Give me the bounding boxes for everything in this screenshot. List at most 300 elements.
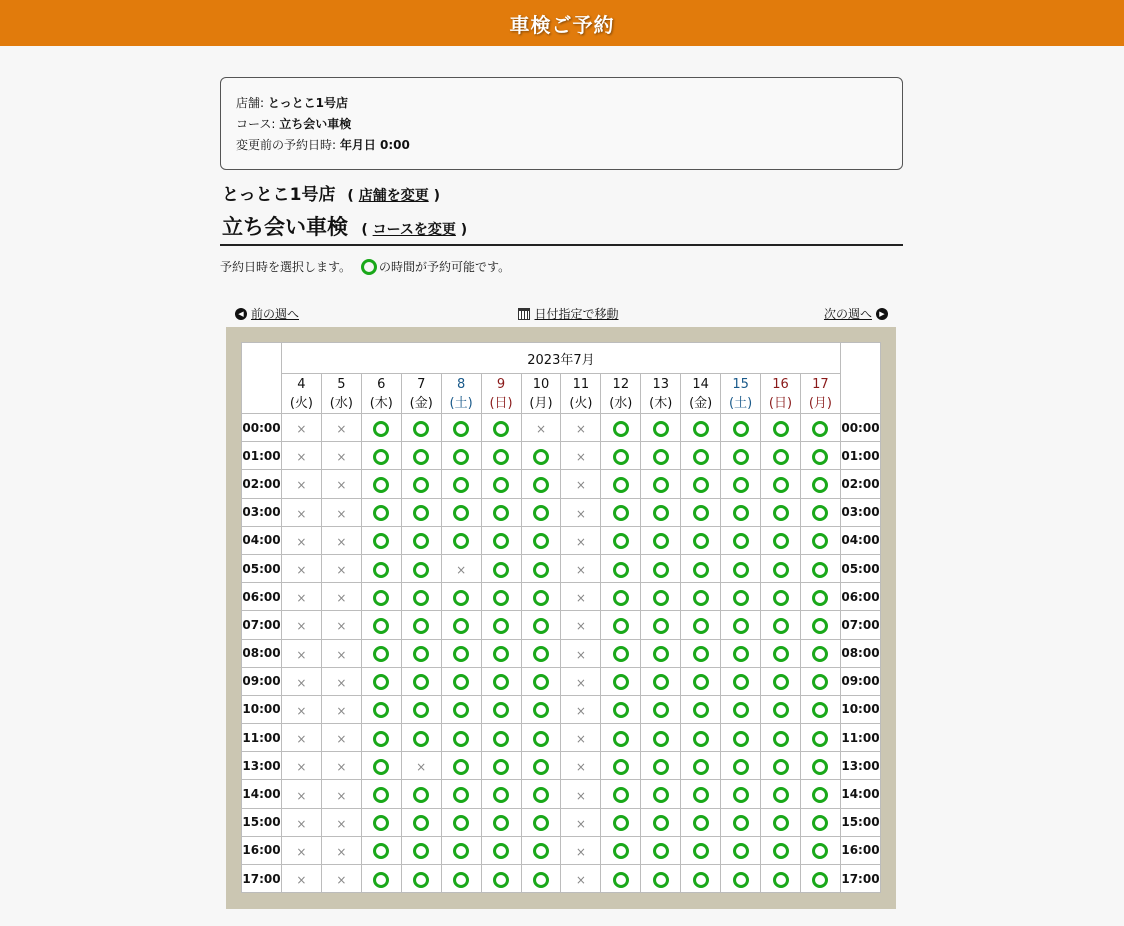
available-slot[interactable] (601, 695, 641, 723)
available-slot[interactable] (800, 695, 840, 723)
available-circle-icon[interactable] (533, 646, 549, 662)
available-slot[interactable] (681, 865, 721, 893)
available-circle-icon[interactable] (453, 787, 469, 803)
available-circle-icon[interactable] (373, 872, 389, 888)
available-slot[interactable] (800, 752, 840, 780)
available-circle-icon[interactable] (493, 477, 509, 493)
available-circle-icon[interactable] (693, 562, 709, 578)
available-slot[interactable] (721, 583, 761, 611)
available-slot[interactable] (441, 498, 481, 526)
available-slot[interactable] (721, 442, 761, 470)
available-slot[interactable] (601, 583, 641, 611)
available-circle-icon[interactable] (453, 702, 469, 718)
available-slot[interactable] (521, 780, 561, 808)
available-slot[interactable] (800, 724, 840, 752)
available-slot[interactable] (800, 667, 840, 695)
available-circle-icon[interactable] (453, 505, 469, 521)
available-slot[interactable] (401, 442, 441, 470)
available-circle-icon[interactable] (453, 815, 469, 831)
available-slot[interactable] (721, 724, 761, 752)
available-slot[interactable] (641, 498, 681, 526)
available-slot[interactable] (681, 639, 721, 667)
available-slot[interactable] (641, 639, 681, 667)
available-circle-icon[interactable] (773, 477, 789, 493)
available-slot[interactable] (441, 526, 481, 554)
available-slot[interactable] (601, 470, 641, 498)
available-circle-icon[interactable] (693, 618, 709, 634)
available-circle-icon[interactable] (533, 843, 549, 859)
available-slot[interactable] (721, 865, 761, 893)
available-circle-icon[interactable] (373, 731, 389, 747)
available-circle-icon[interactable] (733, 674, 749, 690)
available-slot[interactable] (601, 752, 641, 780)
available-circle-icon[interactable] (493, 590, 509, 606)
available-circle-icon[interactable] (733, 872, 749, 888)
available-circle-icon[interactable] (373, 702, 389, 718)
available-slot[interactable] (800, 526, 840, 554)
available-circle-icon[interactable] (613, 731, 629, 747)
available-circle-icon[interactable] (413, 815, 429, 831)
available-circle-icon[interactable] (733, 702, 749, 718)
available-slot[interactable] (681, 414, 721, 442)
available-circle-icon[interactable] (413, 843, 429, 859)
available-slot[interactable] (800, 780, 840, 808)
available-slot[interactable] (721, 836, 761, 864)
available-slot[interactable] (601, 498, 641, 526)
available-circle-icon[interactable] (812, 421, 828, 437)
available-slot[interactable] (761, 780, 801, 808)
available-slot[interactable] (401, 611, 441, 639)
date-jump-nav[interactable] (518, 305, 618, 322)
available-slot[interactable] (361, 470, 401, 498)
available-slot[interactable] (361, 865, 401, 893)
available-slot[interactable] (601, 865, 641, 893)
available-circle-icon[interactable] (733, 449, 749, 465)
available-slot[interactable] (521, 470, 561, 498)
available-circle-icon[interactable] (613, 646, 629, 662)
available-slot[interactable] (481, 611, 521, 639)
available-slot[interactable] (361, 611, 401, 639)
available-slot[interactable] (481, 526, 521, 554)
available-slot[interactable] (401, 583, 441, 611)
available-circle-icon[interactable] (453, 421, 469, 437)
available-slot[interactable] (641, 865, 681, 893)
available-circle-icon[interactable] (413, 787, 429, 803)
available-circle-icon[interactable] (733, 815, 749, 831)
available-slot[interactable] (441, 667, 481, 695)
available-slot[interactable] (441, 611, 481, 639)
available-slot[interactable] (521, 667, 561, 695)
available-slot[interactable] (481, 724, 521, 752)
available-slot[interactable] (601, 414, 641, 442)
available-slot[interactable] (601, 526, 641, 554)
available-circle-icon[interactable] (373, 815, 389, 831)
available-circle-icon[interactable] (533, 449, 549, 465)
available-circle-icon[interactable] (773, 815, 789, 831)
available-circle-icon[interactable] (453, 590, 469, 606)
available-slot[interactable] (361, 836, 401, 864)
available-circle-icon[interactable] (533, 815, 549, 831)
available-circle-icon[interactable] (453, 646, 469, 662)
available-slot[interactable] (601, 554, 641, 582)
available-circle-icon[interactable] (693, 533, 709, 549)
available-circle-icon[interactable] (373, 787, 389, 803)
available-circle-icon[interactable] (812, 505, 828, 521)
available-circle-icon[interactable] (453, 618, 469, 634)
available-circle-icon[interactable] (413, 674, 429, 690)
available-circle-icon[interactable] (493, 618, 509, 634)
available-circle-icon[interactable] (493, 505, 509, 521)
available-slot[interactable] (441, 639, 481, 667)
available-slot[interactable] (641, 611, 681, 639)
available-circle-icon[interactable] (812, 702, 828, 718)
available-slot[interactable] (401, 414, 441, 442)
available-circle-icon[interactable] (533, 590, 549, 606)
available-slot[interactable] (800, 498, 840, 526)
available-slot[interactable] (481, 498, 521, 526)
available-circle-icon[interactable] (413, 421, 429, 437)
available-slot[interactable] (361, 554, 401, 582)
available-circle-icon[interactable] (413, 533, 429, 549)
available-circle-icon[interactable] (413, 872, 429, 888)
available-circle-icon[interactable] (533, 505, 549, 521)
available-circle-icon[interactable] (493, 449, 509, 465)
available-slot[interactable] (481, 442, 521, 470)
available-circle-icon[interactable] (812, 477, 828, 493)
available-slot[interactable] (800, 836, 840, 864)
available-slot[interactable] (401, 836, 441, 864)
available-circle-icon[interactable] (773, 787, 789, 803)
available-circle-icon[interactable] (653, 533, 669, 549)
available-circle-icon[interactable] (773, 533, 789, 549)
available-circle-icon[interactable] (693, 477, 709, 493)
available-circle-icon[interactable] (733, 477, 749, 493)
available-circle-icon[interactable] (773, 731, 789, 747)
available-circle-icon[interactable] (693, 759, 709, 775)
available-circle-icon[interactable] (773, 646, 789, 662)
available-circle-icon[interactable] (773, 759, 789, 775)
available-slot[interactable] (681, 442, 721, 470)
available-slot[interactable] (641, 752, 681, 780)
available-slot[interactable] (521, 695, 561, 723)
available-circle-icon[interactable] (413, 505, 429, 521)
available-circle-icon[interactable] (653, 759, 669, 775)
available-slot[interactable] (721, 611, 761, 639)
available-circle-icon[interactable] (653, 646, 669, 662)
available-slot[interactable] (521, 554, 561, 582)
available-slot[interactable] (361, 752, 401, 780)
available-slot[interactable] (401, 498, 441, 526)
available-circle-icon[interactable] (653, 872, 669, 888)
available-slot[interactable] (521, 583, 561, 611)
available-circle-icon[interactable] (653, 815, 669, 831)
available-circle-icon[interactable] (493, 815, 509, 831)
available-slot[interactable] (441, 414, 481, 442)
available-slot[interactable] (761, 554, 801, 582)
available-circle-icon[interactable] (733, 759, 749, 775)
available-circle-icon[interactable] (453, 533, 469, 549)
available-circle-icon[interactable] (613, 449, 629, 465)
available-slot[interactable] (761, 526, 801, 554)
available-circle-icon[interactable] (613, 618, 629, 634)
available-circle-icon[interactable] (733, 421, 749, 437)
available-circle-icon[interactable] (733, 646, 749, 662)
available-slot[interactable] (721, 639, 761, 667)
available-circle-icon[interactable] (613, 477, 629, 493)
available-circle-icon[interactable] (453, 449, 469, 465)
available-circle-icon[interactable] (533, 562, 549, 578)
available-circle-icon[interactable] (533, 477, 549, 493)
available-slot[interactable] (681, 780, 721, 808)
available-circle-icon[interactable] (533, 731, 549, 747)
available-circle-icon[interactable] (533, 702, 549, 718)
available-slot[interactable] (481, 583, 521, 611)
available-slot[interactable] (800, 583, 840, 611)
available-circle-icon[interactable] (653, 562, 669, 578)
available-slot[interactable] (441, 752, 481, 780)
available-circle-icon[interactable] (693, 646, 709, 662)
next-week-nav[interactable] (824, 305, 888, 322)
available-slot[interactable] (601, 780, 641, 808)
available-circle-icon[interactable] (653, 505, 669, 521)
available-slot[interactable] (521, 611, 561, 639)
available-slot[interactable] (681, 836, 721, 864)
available-slot[interactable] (401, 554, 441, 582)
available-circle-icon[interactable] (773, 843, 789, 859)
available-circle-icon[interactable] (453, 477, 469, 493)
available-circle-icon[interactable] (493, 702, 509, 718)
available-slot[interactable] (361, 695, 401, 723)
available-circle-icon[interactable] (693, 787, 709, 803)
available-slot[interactable] (761, 470, 801, 498)
available-slot[interactable] (641, 442, 681, 470)
available-circle-icon[interactable] (653, 477, 669, 493)
available-circle-icon[interactable] (812, 759, 828, 775)
available-slot[interactable] (481, 836, 521, 864)
available-circle-icon[interactable] (413, 646, 429, 662)
available-circle-icon[interactable] (812, 843, 828, 859)
available-circle-icon[interactable] (812, 646, 828, 662)
available-circle-icon[interactable] (653, 731, 669, 747)
available-circle-icon[interactable] (453, 731, 469, 747)
available-circle-icon[interactable] (493, 872, 509, 888)
available-slot[interactable] (481, 470, 521, 498)
available-slot[interactable] (361, 526, 401, 554)
available-circle-icon[interactable] (693, 674, 709, 690)
available-slot[interactable] (441, 865, 481, 893)
available-slot[interactable] (641, 583, 681, 611)
available-circle-icon[interactable] (373, 477, 389, 493)
available-circle-icon[interactable] (653, 590, 669, 606)
available-slot[interactable] (721, 780, 761, 808)
available-slot[interactable] (800, 414, 840, 442)
available-circle-icon[interactable] (493, 646, 509, 662)
available-circle-icon[interactable] (373, 562, 389, 578)
date-jump-link[interactable]: 日付指定で移動 (534, 307, 619, 321)
available-circle-icon[interactable] (613, 590, 629, 606)
available-circle-icon[interactable] (733, 505, 749, 521)
available-circle-icon[interactable] (653, 674, 669, 690)
available-circle-icon[interactable] (693, 421, 709, 437)
available-circle-icon[interactable] (693, 505, 709, 521)
available-circle-icon[interactable] (693, 702, 709, 718)
available-slot[interactable] (681, 554, 721, 582)
available-slot[interactable] (401, 470, 441, 498)
available-slot[interactable] (521, 639, 561, 667)
available-slot[interactable] (401, 865, 441, 893)
available-slot[interactable] (721, 470, 761, 498)
available-slot[interactable] (401, 695, 441, 723)
available-circle-icon[interactable] (453, 674, 469, 690)
available-slot[interactable] (481, 639, 521, 667)
available-circle-icon[interactable] (613, 421, 629, 437)
available-circle-icon[interactable] (373, 646, 389, 662)
prev-week-link[interactable]: 前の週へ (251, 307, 300, 321)
available-slot[interactable] (800, 611, 840, 639)
available-circle-icon[interactable] (533, 533, 549, 549)
available-circle-icon[interactable] (493, 674, 509, 690)
available-slot[interactable] (721, 808, 761, 836)
available-circle-icon[interactable] (733, 562, 749, 578)
available-slot[interactable] (721, 695, 761, 723)
available-circle-icon[interactable] (413, 702, 429, 718)
available-slot[interactable] (721, 498, 761, 526)
available-slot[interactable] (681, 752, 721, 780)
available-slot[interactable] (441, 808, 481, 836)
available-slot[interactable] (521, 752, 561, 780)
available-slot[interactable] (521, 808, 561, 836)
available-circle-icon[interactable] (373, 449, 389, 465)
available-circle-icon[interactable] (613, 759, 629, 775)
available-slot[interactable] (681, 808, 721, 836)
available-circle-icon[interactable] (493, 843, 509, 859)
available-slot[interactable] (681, 695, 721, 723)
available-slot[interactable] (401, 808, 441, 836)
available-slot[interactable] (441, 583, 481, 611)
available-slot[interactable] (761, 667, 801, 695)
available-slot[interactable] (761, 752, 801, 780)
available-slot[interactable] (761, 498, 801, 526)
available-circle-icon[interactable] (693, 872, 709, 888)
available-slot[interactable] (761, 724, 801, 752)
available-slot[interactable] (601, 442, 641, 470)
available-circle-icon[interactable] (812, 787, 828, 803)
available-slot[interactable] (761, 583, 801, 611)
available-circle-icon[interactable] (373, 505, 389, 521)
available-slot[interactable] (441, 780, 481, 808)
available-slot[interactable] (641, 808, 681, 836)
available-circle-icon[interactable] (493, 562, 509, 578)
available-circle-icon[interactable] (533, 674, 549, 690)
available-slot[interactable] (641, 780, 681, 808)
prev-week-nav[interactable] (235, 305, 299, 322)
available-slot[interactable] (601, 667, 641, 695)
available-circle-icon[interactable] (453, 843, 469, 859)
available-circle-icon[interactable] (373, 843, 389, 859)
available-circle-icon[interactable] (653, 618, 669, 634)
available-circle-icon[interactable] (733, 843, 749, 859)
available-circle-icon[interactable] (653, 843, 669, 859)
next-week-link[interactable]: 次の週へ (823, 307, 872, 321)
available-circle-icon[interactable] (733, 533, 749, 549)
available-circle-icon[interactable] (693, 815, 709, 831)
available-circle-icon[interactable] (733, 787, 749, 803)
available-slot[interactable] (521, 836, 561, 864)
available-slot[interactable] (761, 865, 801, 893)
available-slot[interactable] (361, 667, 401, 695)
available-circle-icon[interactable] (693, 731, 709, 747)
available-slot[interactable] (721, 554, 761, 582)
available-circle-icon[interactable] (773, 421, 789, 437)
available-slot[interactable] (361, 780, 401, 808)
available-slot[interactable] (641, 526, 681, 554)
available-slot[interactable] (481, 752, 521, 780)
available-slot[interactable] (601, 724, 641, 752)
available-slot[interactable] (521, 724, 561, 752)
available-circle-icon[interactable] (733, 590, 749, 606)
change-course-link[interactable]: コースを変更 (372, 222, 456, 238)
available-slot[interactable] (761, 808, 801, 836)
available-slot[interactable] (800, 639, 840, 667)
available-circle-icon[interactable] (653, 787, 669, 803)
available-slot[interactable] (641, 836, 681, 864)
available-circle-icon[interactable] (413, 449, 429, 465)
available-circle-icon[interactable] (693, 590, 709, 606)
available-circle-icon[interactable] (373, 590, 389, 606)
available-circle-icon[interactable] (613, 674, 629, 690)
available-slot[interactable] (601, 639, 641, 667)
available-slot[interactable] (681, 498, 721, 526)
available-circle-icon[interactable] (613, 562, 629, 578)
available-circle-icon[interactable] (693, 843, 709, 859)
available-circle-icon[interactable] (773, 674, 789, 690)
available-slot[interactable] (681, 724, 721, 752)
available-slot[interactable] (641, 470, 681, 498)
available-slot[interactable] (361, 724, 401, 752)
available-slot[interactable] (761, 836, 801, 864)
available-slot[interactable] (361, 414, 401, 442)
available-slot[interactable] (761, 442, 801, 470)
available-slot[interactable] (761, 639, 801, 667)
available-slot[interactable] (481, 865, 521, 893)
available-slot[interactable] (521, 498, 561, 526)
available-slot[interactable] (441, 724, 481, 752)
available-slot[interactable] (401, 724, 441, 752)
available-circle-icon[interactable] (653, 421, 669, 437)
available-slot[interactable] (521, 442, 561, 470)
available-circle-icon[interactable] (413, 731, 429, 747)
available-slot[interactable] (641, 724, 681, 752)
available-circle-icon[interactable] (493, 533, 509, 549)
available-circle-icon[interactable] (533, 872, 549, 888)
available-circle-icon[interactable] (812, 674, 828, 690)
available-circle-icon[interactable] (812, 815, 828, 831)
available-circle-icon[interactable] (413, 618, 429, 634)
available-circle-icon[interactable] (693, 449, 709, 465)
available-circle-icon[interactable] (773, 449, 789, 465)
available-circle-icon[interactable] (373, 674, 389, 690)
available-circle-icon[interactable] (533, 787, 549, 803)
available-slot[interactable] (521, 865, 561, 893)
available-slot[interactable] (401, 667, 441, 695)
available-circle-icon[interactable] (533, 759, 549, 775)
available-slot[interactable] (641, 414, 681, 442)
available-slot[interactable] (721, 526, 761, 554)
available-slot[interactable] (361, 583, 401, 611)
available-circle-icon[interactable] (493, 421, 509, 437)
available-circle-icon[interactable] (613, 533, 629, 549)
available-circle-icon[interactable] (413, 477, 429, 493)
